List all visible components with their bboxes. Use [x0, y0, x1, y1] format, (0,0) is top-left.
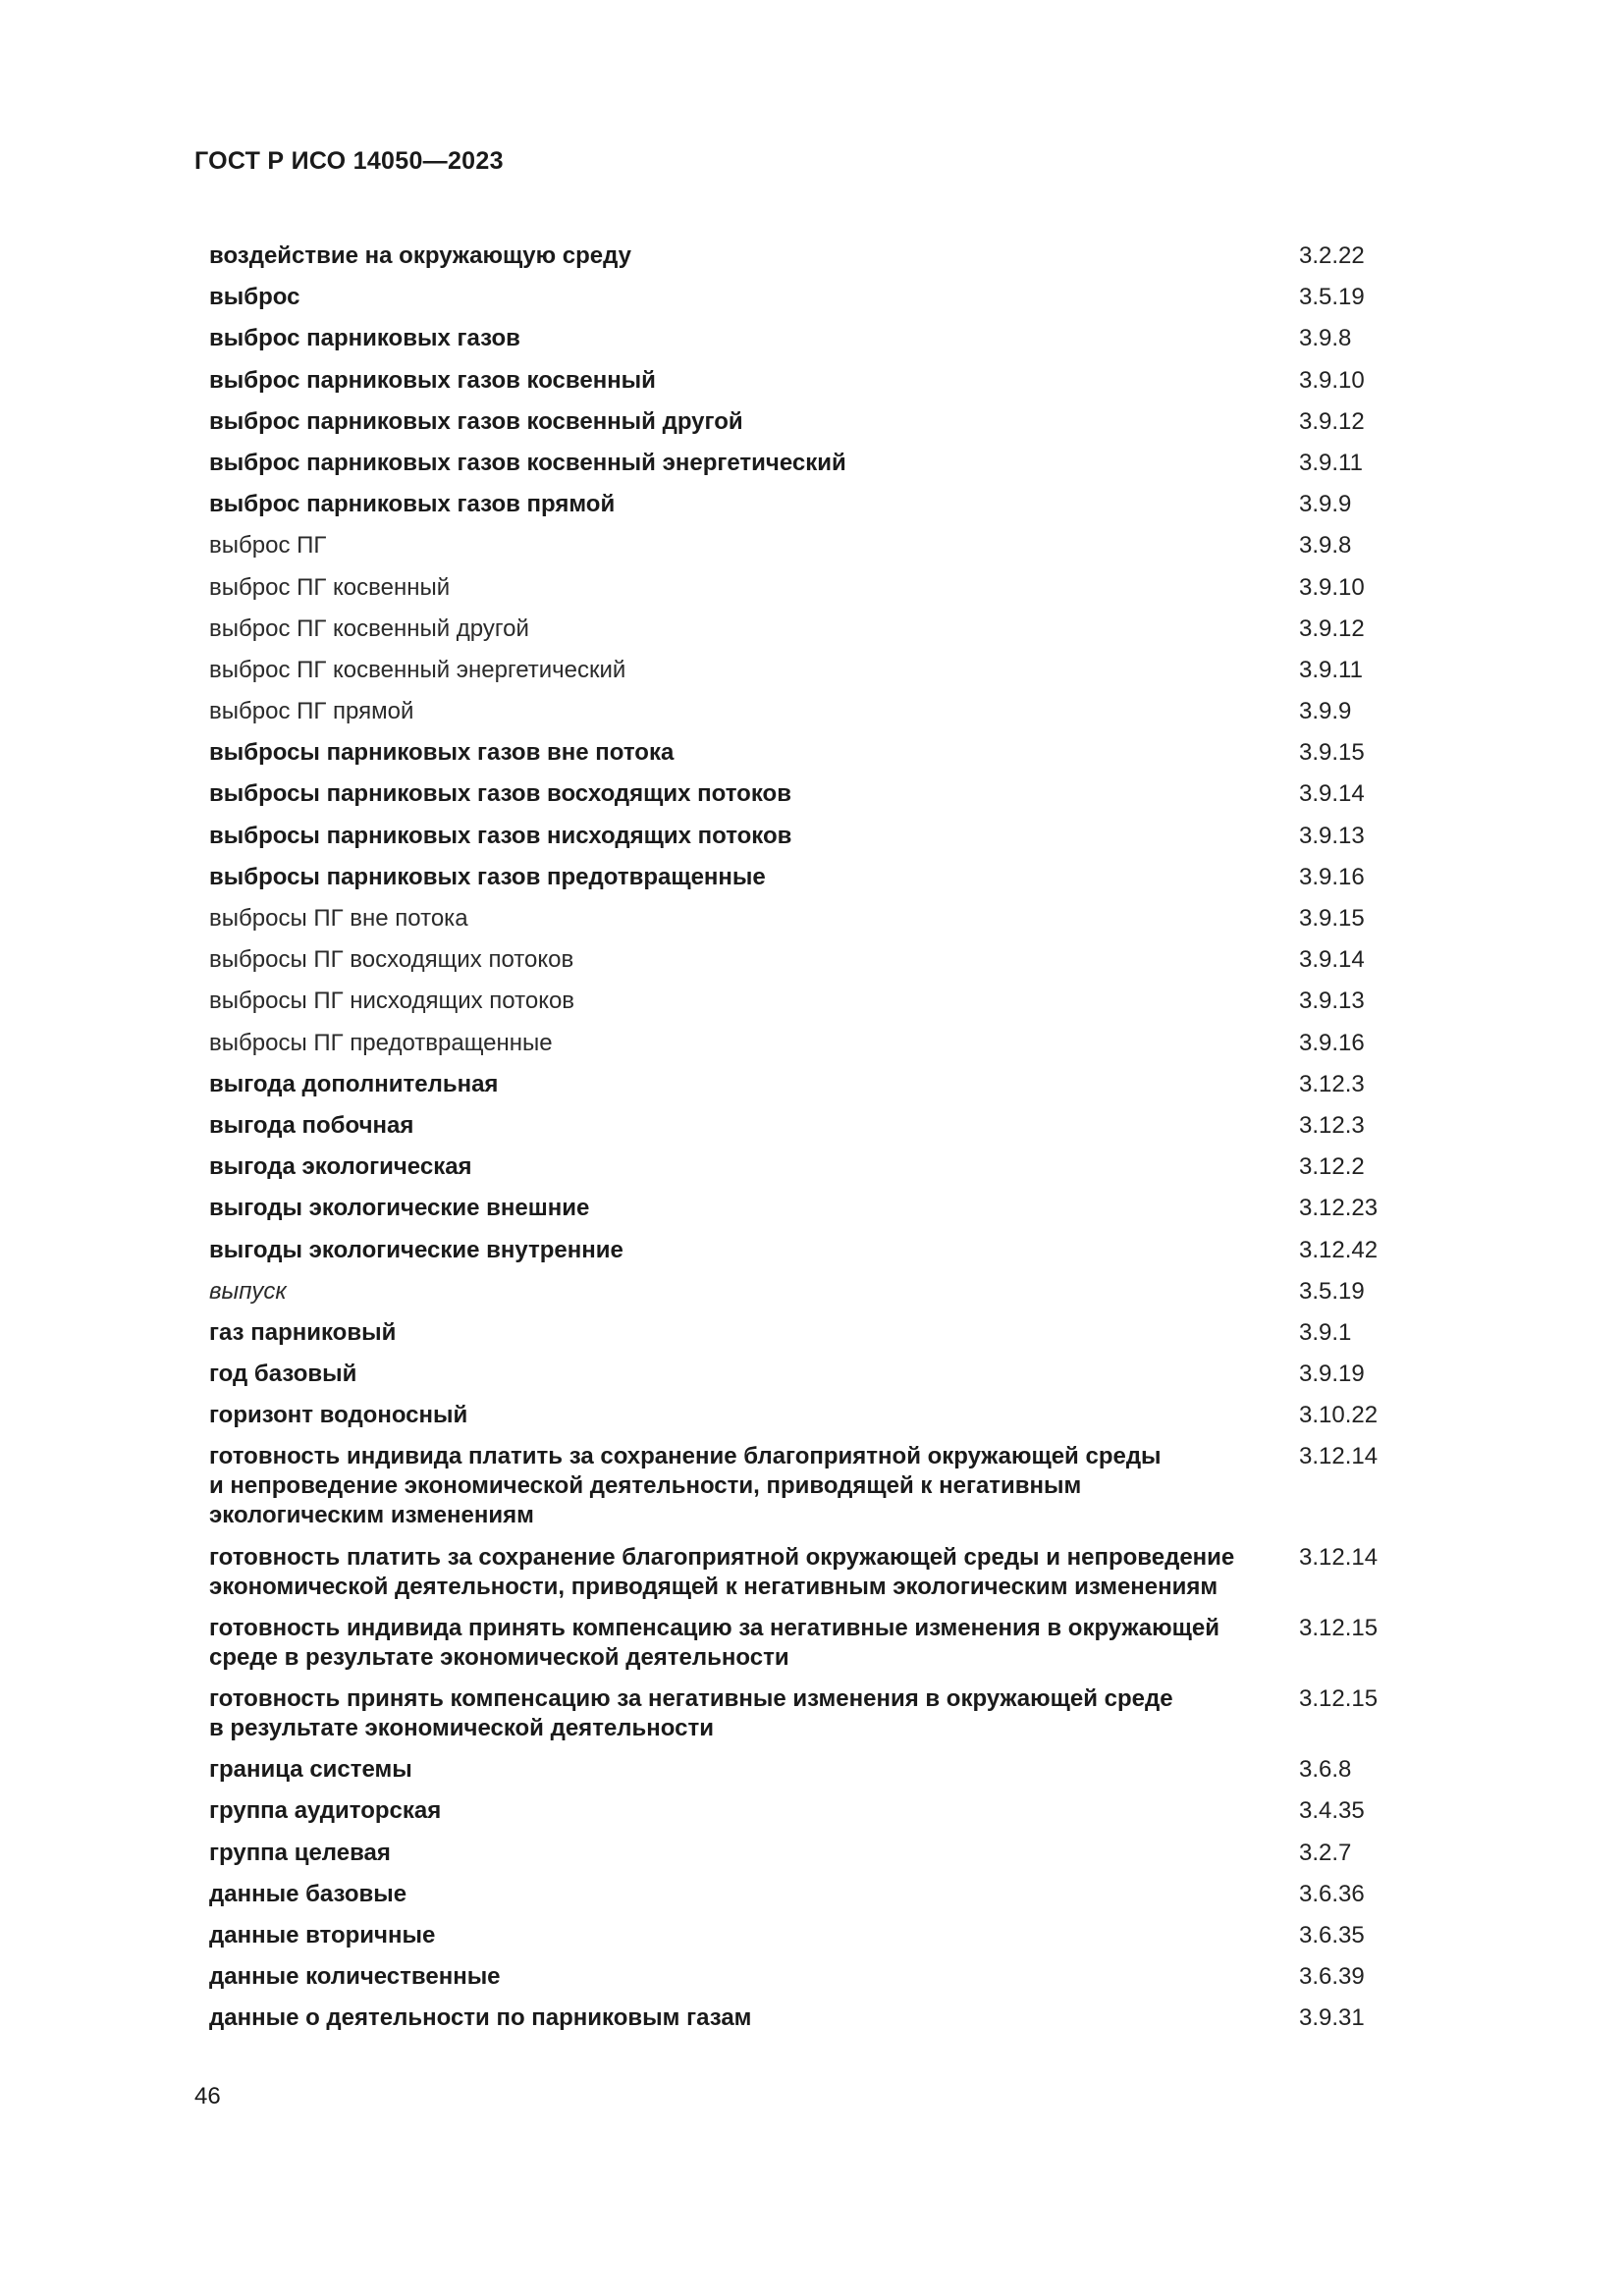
index-term: данные базовые [209, 1880, 407, 1907]
index-term: выгоды экологические внешние [209, 1195, 590, 1222]
index-term: выбросы ПГ предотвращенные [209, 1029, 553, 1056]
index-entry [209, 1921, 1436, 1950]
index-entry [209, 1360, 1436, 1389]
index-term: горизонт водоносный [209, 1402, 468, 1429]
index-reference: 3.9.14 [1299, 946, 1365, 974]
index-reference: 3.12.15 [1299, 1685, 1379, 1712]
index-reference: 3.9.16 [1299, 863, 1365, 890]
index-term: воздействие на окружающую среду [209, 242, 631, 269]
index-reference: 3.12.23 [1299, 1195, 1379, 1222]
index-entry [209, 1839, 1436, 1868]
index-entry [209, 531, 1436, 561]
index-reference: 3.9.8 [1299, 325, 1352, 352]
index-entry [209, 779, 1436, 809]
index-entry [209, 904, 1436, 934]
index-reference: 3.9.19 [1299, 1361, 1365, 1388]
index-term: выбросы парниковых газов предотвращенные [209, 863, 766, 890]
index-reference: 3.9.13 [1299, 988, 1365, 1015]
index-entry [209, 283, 1436, 312]
index-reference: 3.9.12 [1299, 614, 1365, 642]
index-reference: 3.12.15 [1299, 1614, 1379, 1641]
index-entry [209, 490, 1436, 519]
index-term: готовность индивида принять компенсацию за негативные изменения в окружающей среде в результате экономической деятельности [209, 1614, 1219, 1671]
index-entry [209, 573, 1436, 603]
index-entry [209, 324, 1436, 353]
index-entry [209, 449, 1436, 478]
index-reference: 3.2.7 [1299, 1839, 1352, 1866]
index-entry [209, 1029, 1436, 1058]
index-entry [209, 366, 1436, 396]
index-entry [209, 863, 1436, 892]
index-entry [209, 1152, 1436, 1182]
index-entry [209, 822, 1436, 851]
index-term: выпуск [209, 1277, 287, 1305]
index-reference: 3.12.3 [1299, 1070, 1365, 1097]
index-term: выбросы парниковых газов восходящих потоков [209, 780, 791, 808]
index-term: выброс парниковых газов косвенный другой [209, 407, 743, 435]
index-entry [209, 1614, 1436, 1673]
index-reference: 3.6.39 [1299, 1963, 1365, 1991]
index-reference: 3.9.8 [1299, 532, 1352, 560]
index-reference: 3.9.9 [1299, 491, 1352, 518]
index-reference: 3.9.11 [1299, 656, 1363, 683]
index-term: готовность платить за сохранение благоприятной окружающей среды и непроведение экономической деятельности, приводящей к негативным экологическим изменениям [209, 1543, 1235, 1600]
index-entry [209, 738, 1436, 768]
index-entry [209, 614, 1436, 644]
index-term: выбросы парниковых газов нисходящих потоков [209, 822, 792, 849]
index-reference: 3.9.10 [1299, 573, 1365, 601]
index-entry [209, 697, 1436, 726]
index-term: данные о деятельности по парниковым газам [209, 2004, 752, 2032]
index-reference: 3.12.3 [1299, 1111, 1365, 1139]
index-term: выгоды экологические внутренние [209, 1236, 623, 1263]
index-reference: 3.9.13 [1299, 822, 1365, 849]
index-reference: 3.9.15 [1299, 905, 1365, 932]
index-term: данные количественные [209, 1963, 501, 1991]
index-term: выброс ПГ косвенный другой [209, 614, 529, 642]
page-number: 46 [194, 2083, 221, 2109]
index-entry [209, 1796, 1436, 1826]
index-entry [209, 1236, 1436, 1265]
index-term: выброс [209, 284, 300, 311]
index-term: выброс ПГ прямой [209, 698, 414, 725]
index-reference: 3.5.19 [1299, 1277, 1365, 1305]
index-reference: 3.9.10 [1299, 366, 1365, 394]
index-term: выбросы ПГ восходящих потоков [209, 946, 574, 974]
index-reference: 3.12.14 [1299, 1443, 1379, 1470]
index-term: выброс ПГ [209, 532, 327, 560]
index-term: группа целевая [209, 1839, 391, 1866]
index-entry [209, 1318, 1436, 1348]
index-reference: 3.2.22 [1299, 242, 1365, 269]
index-entry [209, 1880, 1436, 1909]
index-entry [209, 2003, 1436, 2033]
index-reference: 3.6.8 [1299, 1756, 1352, 1784]
index-reference: 3.9.1 [1299, 1318, 1352, 1346]
index-term: группа аудиторская [209, 1797, 442, 1825]
index-reference: 3.12.14 [1299, 1543, 1379, 1571]
index-term: выгода экологическая [209, 1153, 472, 1181]
index-reference: 3.6.35 [1299, 1921, 1365, 1949]
index-term: выбросы ПГ нисходящих потоков [209, 988, 575, 1015]
index-reference: 3.9.12 [1299, 407, 1365, 435]
document-header: ГОСТ Р ИСО 14050—2023 [194, 147, 504, 175]
index-reference: 3.10.22 [1299, 1402, 1379, 1429]
index-reference: 3.6.36 [1299, 1880, 1365, 1907]
index-reference: 3.9.15 [1299, 739, 1365, 767]
index-entry [209, 1442, 1436, 1530]
index-entry [209, 1962, 1436, 1992]
index-term: выброс парниковых газов косвенный [209, 366, 656, 394]
index-reference: 3.9.14 [1299, 780, 1365, 808]
index-term: год базовый [209, 1361, 357, 1388]
index-term: выброс ПГ косвенный [209, 573, 451, 601]
index-entry [209, 1684, 1436, 1743]
index-reference: 3.5.19 [1299, 284, 1365, 311]
index-term: выбросы ПГ вне потока [209, 905, 468, 932]
index-reference: 3.9.11 [1299, 449, 1363, 476]
index-entry [209, 241, 1436, 271]
index-term: газ парниковый [209, 1318, 397, 1346]
index-term: данные вторичные [209, 1921, 436, 1949]
index-entry [209, 987, 1436, 1016]
term-index [209, 241, 1436, 2046]
index-term: выбросы парниковых газов вне потока [209, 739, 675, 767]
index-reference: 3.9.9 [1299, 698, 1352, 725]
index-entry [209, 1194, 1436, 1223]
index-reference: 3.9.16 [1299, 1029, 1365, 1056]
index-term: выброс парниковых газов [209, 325, 520, 352]
index-reference: 3.12.42 [1299, 1236, 1379, 1263]
index-term: выгода дополнительная [209, 1070, 499, 1097]
index-term: выброс парниковых газов косвенный энергетический [209, 449, 846, 476]
index-entry [209, 945, 1436, 975]
index-entry [209, 1543, 1436, 1602]
index-term: выброс парниковых газов прямой [209, 491, 616, 518]
index-entry [209, 1401, 1436, 1430]
index-reference: 3.12.2 [1299, 1153, 1365, 1181]
index-reference: 3.4.35 [1299, 1797, 1365, 1825]
index-term: граница системы [209, 1756, 412, 1784]
index-term: выгода побочная [209, 1111, 414, 1139]
index-reference: 3.9.31 [1299, 2004, 1365, 2032]
index-term: готовность принять компенсацию за негативные изменения в окружающей среде в результате экономической деятельности [209, 1685, 1173, 1741]
index-entry [209, 407, 1436, 437]
index-entry [209, 1277, 1436, 1307]
index-entry [209, 1111, 1436, 1141]
index-entry [209, 1070, 1436, 1099]
index-entry [209, 656, 1436, 685]
index-entry [209, 1755, 1436, 1785]
index-term: готовность индивида платить за сохранение благоприятной окружающей среды и непроведение экономической деятельности, приводящей к негативным экологическим изменениям [209, 1443, 1162, 1529]
index-term: выброс ПГ косвенный энергетический [209, 656, 626, 683]
